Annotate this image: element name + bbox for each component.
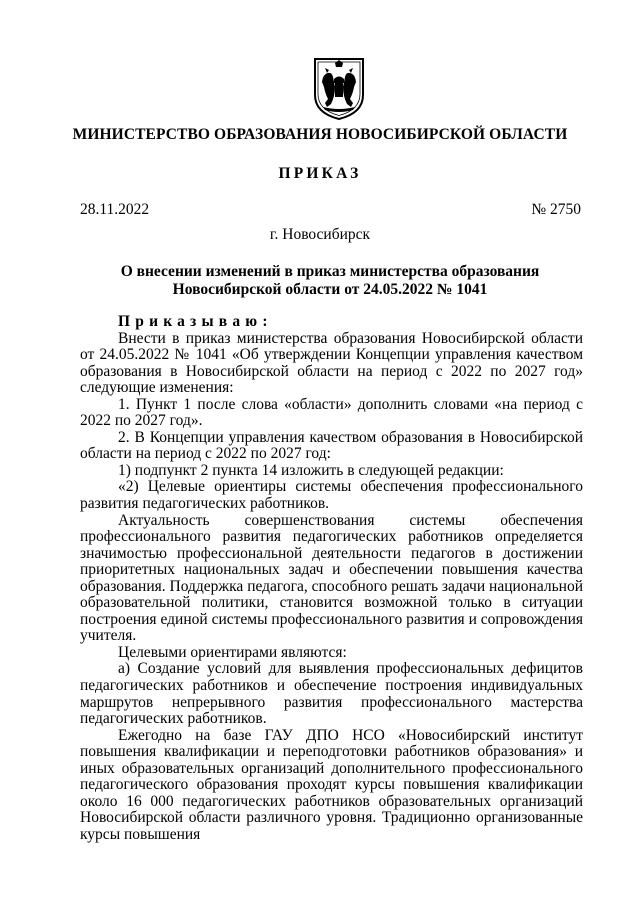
paragraph: Целевыми ориентирами являются: xyxy=(118,643,347,661)
paragraph: Ежегодно на базе ГАУ ДПО НСО «Новосибирский институт повышения квалификации и переподготовки работников образования» и иных образовательных организаций дополнительного профессионального педагогического образования проходят курсы повышения квалификации около 16 000 педагогических работников образовательных организаций Новосибирской области различного уровня. Традиционно организованные курсы повышения xyxy=(80,726,583,843)
city: г. Новосибирск xyxy=(269,226,371,243)
paragraph: 2. В Концепции управления качеством образования в Новосибирской области на период с 2022 по 2027 год: xyxy=(80,428,583,463)
order-number: № 2750 xyxy=(531,201,581,218)
prikazyvayu-heading: Приказываю: xyxy=(118,313,273,330)
document-type: ПРИКАЗ xyxy=(278,165,362,182)
paragraph: Внести в приказ министерства образования Новосибирской области от 24.05.2022 № 1041 «Об утверждении Концепции управления качеством образования в Новосибирской области на период с 2022 по 2027 год» следующие изменения: xyxy=(80,329,583,397)
coat-of-arms-icon xyxy=(313,57,365,121)
ministry-name: МИНИСТЕРСТВО ОБРАЗОВАНИЯ НОВОСИБИРСКОЙ ОБЛАСТИ xyxy=(72,126,568,143)
paragraph: Актуальность совершенствования системы обеспечения профессионального развития педагогических работников определяется значимостью профессиональной деятельности педагогов в достижении приоритетных национальных задач и обеспечении повышения качества образования. Поддержка педагога, способного решать задачи национальной образовательной политики, становится возможной только в ситуации построения единой системы профессионального развития и сопровождения учителя. xyxy=(80,511,583,645)
order-title xyxy=(80,263,580,299)
paragraph: а) Создание условий для выявления профессиональных дефицитов педагогических работников и обеспечение построения индивидуальных маршрутов непрерывного развития профессионального мастерства педагогических работников. xyxy=(80,660,583,728)
paragraph: 1) подпункт 2 пункта 14 изложить в следующей редакции: xyxy=(118,461,504,479)
order-body xyxy=(80,314,583,844)
order-date: 28.11.2022 xyxy=(80,201,150,218)
order-title-line-1: О внесении изменений в приказ министерства образования xyxy=(120,263,540,280)
paragraph: «2) Целевые ориентиры системы обеспечения профессионального развития педагогических работников. xyxy=(80,478,583,513)
order-title-line-2: Новосибирской области от 24.05.2022 № 1041 xyxy=(172,281,488,298)
paragraph: 1. Пункт 1 после слова «области» дополнить словами «на период с 2022 по 2027 год». xyxy=(80,395,583,430)
